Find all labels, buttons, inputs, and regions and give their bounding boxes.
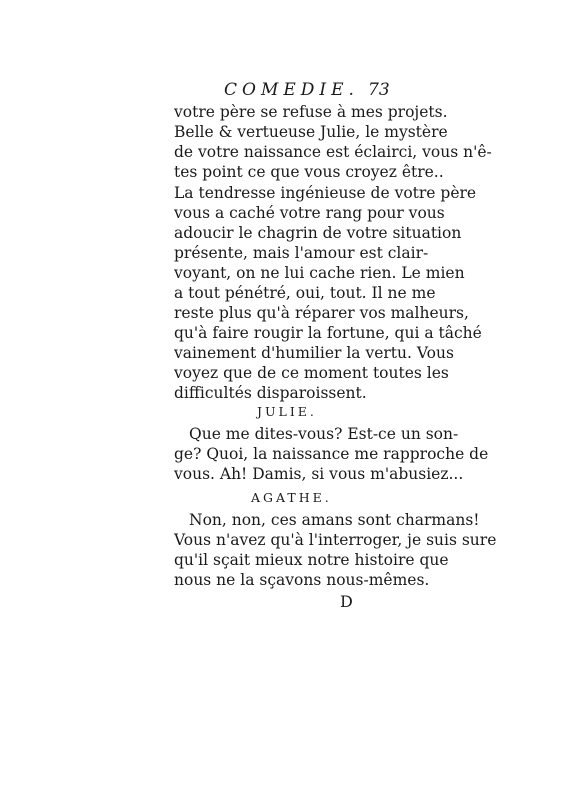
speaker-name: AGATHE. xyxy=(251,490,332,505)
text-line: de votre naissance est éclairci, vous n'ê- xyxy=(174,143,492,161)
text-line: Que me dites-vous? Est-ce un son- xyxy=(189,425,459,443)
text-line: vous. Ah! Damis, si vous m'abusiez... xyxy=(174,465,464,483)
text-line: vainement d'humilier la vertu. Vous xyxy=(174,344,454,362)
signature-mark: D xyxy=(340,592,353,611)
text-line: qu'il sçait mieux notre histoire que xyxy=(174,551,449,569)
speaker-name: JULIE. xyxy=(257,404,317,419)
text-line: voyant, on ne lui cache rien. Le mien xyxy=(174,264,465,282)
text-line: vous a caché votre rang pour vous xyxy=(174,204,445,222)
text-line: votre père se refuse à mes projets. xyxy=(174,103,448,121)
text-line: nous ne la sçavons nous-mêmes. xyxy=(174,571,430,589)
text-line: qu'à faire rougir la fortune, qui a tâché xyxy=(174,324,482,342)
text-line: tes point ce que vous croyez être.. xyxy=(174,163,444,181)
text-line: reste plus qu'à réparer vos malheurs, xyxy=(174,304,469,322)
page-number: 73 xyxy=(368,80,390,100)
text-line: a tout pénétré, oui, tout. Il ne me xyxy=(174,284,436,302)
text-line: difficultés disparoissent. xyxy=(174,384,367,402)
text-line: La tendresse ingénieuse de votre père xyxy=(174,184,477,202)
text-line: Belle & vertueuse Julie, le mystère xyxy=(174,123,448,141)
text-line: adoucir le chagrin de votre situation xyxy=(174,224,462,242)
text-line: voyez que de ce moment toutes les xyxy=(174,364,449,382)
text-line: présente, mais l'amour est clair- xyxy=(174,244,429,262)
text-line: Vous n'avez qu'à l'interroger, je suis sure xyxy=(174,531,497,549)
running-head: COMEDIE. xyxy=(224,80,359,100)
text-line: ge? Quoi, la naissance me rapproche de xyxy=(174,445,489,463)
text-line: Non, non, ces amans sont charmans! xyxy=(189,511,480,529)
